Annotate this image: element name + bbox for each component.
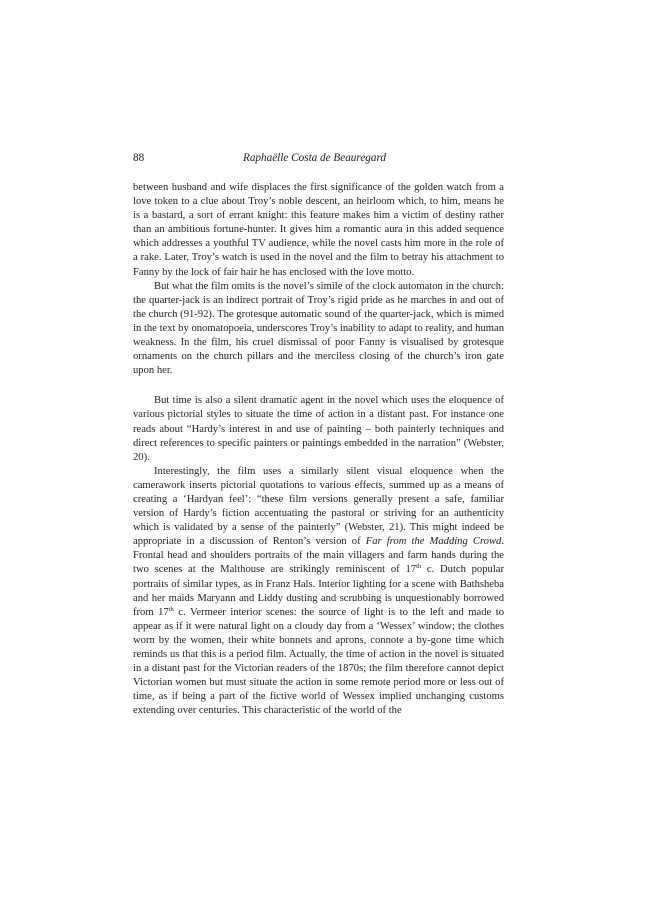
text-segment: c. Vermeer interior scenes: the source of light is to the left and made to appear as if it were natural light on a cloudy day from a ‘Wessex’ window; the clothes worn by the women, their white bonnets and aprons, connote a by-gone time which reminds us that this is a period film. Actually, the time of action in the novel is situated in a distant past for the Victorian readers of the 1870s; the film therefore cannot depict Victorian women but must situate the action in some remote period more or less out of time, as if being a part of the fictive world of Wessex implied unchanging customs extending over centuries. This characteristic of the world of the — [133, 606, 504, 717]
paragraph-pictorial-styles: But time is also a silent dramatic agent in the novel which uses the eloquence of various pictorial styles to situate the time of action in a distant past. For instance one reads about “Hardy’s interest in and use of painting – both painterly techniques and direct references to specific painters or paintings embedded in the narration” (Webster, 20). — [133, 395, 504, 463]
ordinal-superscript: th — [168, 605, 174, 613]
paragraph-continued: between husband and wife displaces the first significance of the golden watch from a love token to a clue about Troy’s noble descent, an heirloom which, to him, means he is a bastard, a sort of errant knight: this feature makes him a victim of destiny rather than an ambitious fortune-hunter. It gives him a romantic aura in this added sequence which addresses a youthful TV audience, while the novel casts him more in the role of a rake. Later, Troy’s watch is used in the novel and the film to betray his attachment to Fanny by the lock of fair hair he has enclosed with the love motto. — [133, 182, 504, 278]
paragraph-quarter-jack: But what the film omits is the novel’s simile of the clock automaton in the church: the quarter-jack is an indirect portrait of Troy’s rigid pride as he marches in and out of the church (91-92). The grotesque automatic sound of the quarter-jack, which is mimed in the text by onomatopoeia, underscores Troy’s inability to adapt to reality, and human weakness. In the film, his cruel dismissal of poor Fanny is visualised by grotesque ornaments on the church pillars and the merciless closing of the church’s iron gate upon her. — [133, 280, 504, 377]
text-segment: Interestingly, the film uses a similarly silent visual eloquence when the camerawork inserts pictorial quotations to various effects, summed up as a means of creating a ‘Hardyan feel’: “these film versions generally present a safe, familiar version of Hardy’s fiction accentuating the pastoral or striving for an authenticity which is validated by a sense of the painterly” (Webster, 21). This might indeed be appropriate in a discussion of Renton’s version of — [133, 465, 504, 548]
running-header — [133, 149, 516, 167]
text-segment: . Frontal head and shoulders portraits of the main villagers and farm hands during the two scenes at the Malthouse are strikingly reminiscent of 17 — [133, 536, 504, 576]
text-segment: c. Dutch popular portraits of similar types, as in Franz Hals. Interior lighting for a scene with Bathsheba and her maids Maryann and Liddy dusting and scrubbing is unquestionably borrowed from 17 — [133, 564, 504, 618]
film-title: Far from the Madding Crowd — [365, 536, 502, 548]
page-number: 88 — [133, 152, 145, 164]
paragraph-painterly-camerawork — [133, 465, 504, 719]
running-title: Raphaëlle Costa de Beauregard — [243, 152, 387, 164]
body-text — [133, 181, 504, 718]
ordinal-superscript: th — [416, 563, 422, 571]
